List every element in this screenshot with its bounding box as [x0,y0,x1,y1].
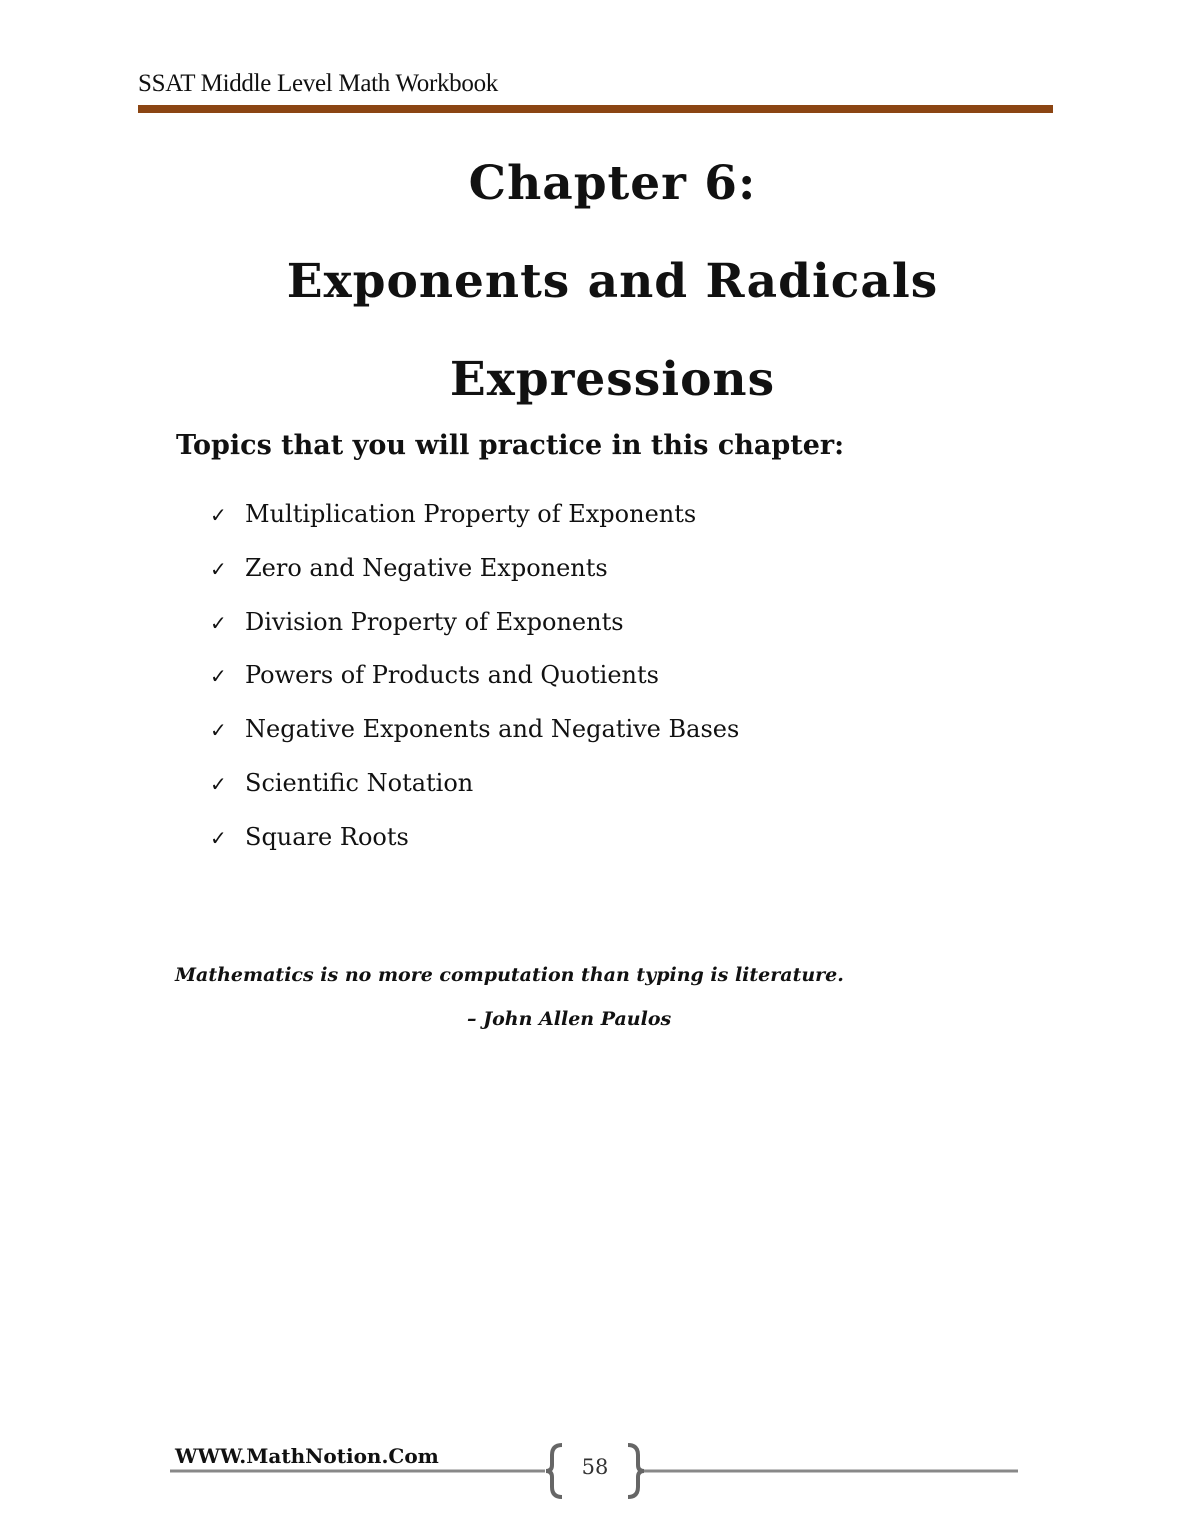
quote-text: Mathematics is no more computation than typing is literature. [175,964,844,986]
topic-label: Powers of Products and Quotients [245,661,659,690]
list-item [210,816,739,870]
check-icon: ✓ [210,610,227,635]
topic-label: Multiplication Property of Exponents [245,500,697,528]
topic-label: Division Property of Exponents [245,607,624,636]
check-icon: ✓ [210,771,227,796]
footer-website: WWW.MathNotion.Com [175,1444,439,1468]
list-item [210,493,739,547]
list-item [210,708,739,762]
check-icon: ✓ [210,718,227,743]
chapter-title-line-1: Exponents and Radicals [286,254,939,309]
check-icon: ✓ [210,503,227,527]
topic-label: Square Roots [245,822,409,851]
chapter-title-line-2: Expressions [449,352,776,407]
topics-list [210,493,739,870]
topic-label: Negative Exponents and Negative Bases [245,715,740,744]
right-brace-icon [628,1445,644,1497]
chapter-number: Chapter 6: [468,156,757,211]
page-number: 58 [581,1455,609,1479]
check-icon: ✓ [210,556,227,581]
header-rule [138,105,1053,113]
check-icon: ✓ [210,825,227,850]
check-icon: ✓ [210,664,227,689]
topics-heading: Topics that you will practice in this chapter: [176,430,845,461]
topic-label: Zero and Negative Exponents [245,553,608,582]
list-item [210,654,739,708]
topic-label: Scientific Notation [245,768,474,797]
running-header: SSAT Middle Level Math Workbook [138,70,498,97]
list-item [210,547,739,601]
list-item [210,601,739,655]
quote-author: – John Allen Paulos [467,1008,672,1030]
chapter-title [0,135,1190,429]
list-item [210,762,739,816]
